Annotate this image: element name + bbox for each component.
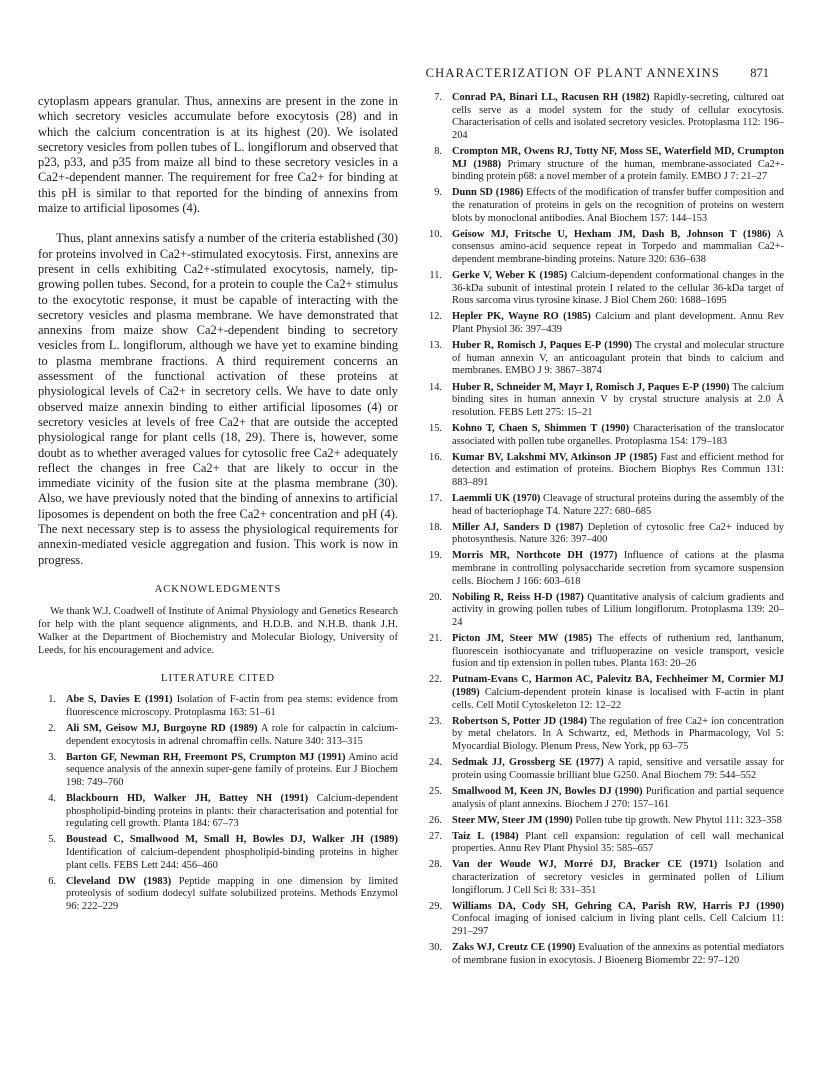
reference-details: Cleavage of structural proteins during the assembly of the head of bacteriophage T4. Nature 227: 680–685 bbox=[452, 492, 784, 517]
reference-details: Evaluation of the annexins as potential mediators of membrane fusion in exocytosis. J Bioenerg Biomembr 22: 97–120 bbox=[452, 942, 784, 966]
reference-entry bbox=[424, 229, 784, 267]
reference-year: (1990) bbox=[701, 381, 730, 393]
reference-details: A rapid, sensitive and versatile assay for protein using Coomassie brilliant blue G250. Anal Biochem 79: 544–552 bbox=[452, 757, 784, 781]
reference-authors: Cleveland DW bbox=[66, 875, 136, 887]
reference-number: 30. bbox=[429, 942, 442, 954]
reference-authors: Smallwood M, Keen JN, Bowles DJ bbox=[452, 785, 612, 797]
reference-authors: Kumar BV, Lakshmi MV, Atkinson JP bbox=[452, 451, 626, 463]
page-header bbox=[0, 66, 816, 86]
reference-entry bbox=[424, 831, 784, 856]
reference-number: 7. bbox=[434, 92, 442, 103]
reference-year: (1984) bbox=[559, 715, 587, 727]
reference-authors: Sedmak JJ, Grossberg SE bbox=[452, 757, 572, 769]
reference-list-left bbox=[38, 694, 398, 913]
reference-year: (1991) bbox=[317, 751, 346, 763]
reference-entry bbox=[424, 423, 784, 448]
right-column bbox=[424, 92, 784, 967]
reference-entry bbox=[38, 723, 398, 748]
reference-details: Peptide mapping in one dimension by limited proteolysis of sodium dodecyl sulfate solubilized proteins. Methods Enzymol 96: 222–229 bbox=[66, 875, 398, 913]
reference-entry bbox=[424, 674, 784, 712]
reference-entry bbox=[424, 187, 784, 225]
reference-authors: Dunn SD bbox=[452, 187, 493, 199]
reference-year: (1991) bbox=[280, 793, 309, 805]
reference-entry bbox=[424, 382, 784, 420]
reference-entry bbox=[424, 522, 784, 547]
reference-authors: Van der Woude WJ, Morré DJ, Bracker CE bbox=[452, 859, 682, 871]
reference-authors: Boustead C, Smallwood M, Small H, Bowles DJ, Walker JH bbox=[66, 834, 364, 846]
reference-details: Calcium-dependent phospholipid-binding proteins in plants: their characterisation and potential for regulating cell growth. Planta 184: 67–73 bbox=[66, 793, 398, 830]
reference-entry bbox=[424, 592, 784, 630]
reference-entry bbox=[424, 757, 784, 782]
reference-number: 19. bbox=[429, 550, 442, 562]
reference-details: Calcium-dependent conformational changes in the 36-kDa subunit of intestinal protein I related to the cellular 36-kDa target of Rous sarcoma virus tyrosine kinase. J Biol Chem 260: 1688–1695 bbox=[452, 270, 784, 307]
reference-year: (1991) bbox=[144, 694, 173, 706]
reference-authors: Miller AJ, Sanders D bbox=[452, 521, 552, 533]
reference-number: 11. bbox=[429, 270, 442, 282]
reference-authors: Blackbourn HD, Walker JH, Battey NH bbox=[66, 793, 272, 805]
reference-year: (1990) bbox=[604, 340, 632, 352]
reference-year: (1989) bbox=[229, 722, 258, 734]
reference-authors: Picton JM, Steer MW bbox=[452, 633, 559, 645]
reference-year: (1970) bbox=[512, 492, 541, 504]
reference-number: 1. bbox=[48, 694, 56, 706]
reference-year: (1984) bbox=[490, 830, 519, 842]
reference-authors: Abe S, Davies E bbox=[66, 694, 141, 706]
reference-details: Plant cell expansion: regulation of cell wall mechanical properties. Annu Rev Plant Physiol 35: 585–657 bbox=[452, 830, 784, 855]
reference-number: 10. bbox=[429, 228, 442, 240]
reference-details: The calcium binding sites in human annexin V by crystal structure analysis at 2.0 Å resolution. FEBS Lett 275: 15–21 bbox=[452, 381, 784, 418]
reference-number: 2. bbox=[48, 722, 56, 734]
reference-number: 20. bbox=[429, 591, 442, 603]
reference-year: (1982) bbox=[621, 92, 650, 103]
reference-year: (1977) bbox=[575, 757, 604, 769]
reference-authors: Conrad PA, Binari LL, Racusen RH bbox=[452, 92, 619, 103]
reference-authors: Robertson S, Potter JD bbox=[452, 715, 557, 727]
reference-entry bbox=[424, 815, 784, 828]
reference-year: (1971) bbox=[689, 859, 718, 871]
reference-details: Rapidly-secreting, cultured oat cells serve as a model system for the study of cellular exocytosis. Characterisation of cells and isolated secretory vesicles. Protoplasma 112: 196–204 bbox=[452, 92, 784, 141]
reference-entry bbox=[424, 942, 784, 967]
body-paragraph: Thus, plant annexins satisfy a number of the criteria established (30) for proteins involved in Ca2+-stimulated exocytosis. First, annexins are present in cells exhibiting Ca2+-stimulated exocytosis, namely, tip-growing pollen tubes. Second, for a protein to couple the Ca2+ stimulus to the exocytotic response, it must be capable of interacting with the secretory vesicles and plasma membrane. We have demonstrated that annexins from maize show Ca2+-dependent binding to secretory vesicles from L. longiflorum, although we have yet to examine binding to plasma membrane fractions. A third requirement concerns an assessment of the functional activation of these proteins at physiological levels of Ca2+ in secretory cells. We have to date only observed maize annexin binding to either artificial liposomes (4) or secretory vesicles at levels of free Ca2+ that are outside the accepted physiological range for plant cells (18, 29). There is, however, some doubt as to whether averaged values for cytosolic free Ca2+ adequately reflect the changes in free Ca2+ that are likely to occur in the immediate vicinity of the fusion site at the plasma membrane (30). Also, we have previously noted that the binding of annexins to artificial liposomes is dependent on both the free Ca2+ concentration and pH (4). The next necessary step is to assess the physiological requirements for annexin-mediated vesicle aggregation and fusion. This work is now in progress. bbox=[38, 231, 398, 567]
reference-details: Amino acid sequence analysis of the annexin super-gene family of proteins. Eur J Biochem 198: 749–760 bbox=[66, 751, 398, 788]
reference-details: Pollen tube tip growth. New Phytol 111: 323–358 bbox=[575, 814, 782, 826]
reference-details: Calcium and plant development. Annu Rev Plant Physiol 36: 397–439 bbox=[452, 311, 784, 336]
reference-entry bbox=[38, 834, 398, 872]
reference-authors: Huber R, Romisch J, Paques E-P bbox=[452, 340, 602, 352]
reference-entry bbox=[424, 270, 784, 308]
reference-number: 13. bbox=[429, 340, 442, 352]
reference-year: (1985) bbox=[563, 311, 591, 323]
reference-authors: Putnam-Evans C, Harmon AC, Palevitz BA, Fechheimer M, Cormier MJ bbox=[452, 674, 784, 686]
reference-number: 28. bbox=[429, 859, 442, 871]
reference-number: 26. bbox=[429, 814, 442, 826]
literature-cited-heading: LITERATURE CITED bbox=[161, 673, 275, 685]
reference-entry bbox=[424, 901, 784, 939]
reference-year: (1990) bbox=[614, 785, 643, 797]
reference-entry bbox=[38, 876, 398, 914]
reference-entry bbox=[424, 550, 784, 588]
reference-year: (1990) bbox=[601, 422, 630, 434]
reference-number: 4. bbox=[48, 793, 56, 805]
reference-number: 21. bbox=[429, 633, 442, 645]
reference-authors: Gerke V, Weber K bbox=[452, 270, 536, 282]
reference-authors: Morris MR, Northcote DH bbox=[452, 550, 583, 562]
reference-details: Quantitative analysis of calcium gradients and activity in growing pollen tubes of Lilium longiflorum. Protoplasma 139: 20–24 bbox=[452, 591, 784, 629]
reference-authors: Steer MW, Steer JM bbox=[452, 814, 543, 826]
body-paragraph: cytoplasm appears granular. Thus, annexins are present in the zone in which secretory vesicles accumulate before exocytosis (28) and in which the calcium concentration is at its highest (20). We isolated secretory vesicles from pollen tubes of L. longiflorum and observed that p23, p33, and p35 from maize all bind to these secretory vesicles in a Ca2+-dependent manner. The requirement for free Ca2+ for binding at this pH is similar to that reported for the binding of annexins from maize to artificial liposomes (4). bbox=[38, 94, 398, 216]
reference-details: A role for calpactin in calcium-dependent exocytosis in adrenal chromaffin cells. Nature 340: 313–315 bbox=[66, 722, 398, 747]
reference-authors: Huber R, Schneider M, Mayr I, Romisch J, Paques E-P bbox=[452, 381, 699, 393]
reference-authors: Kohno T, Chaen S, Shimmen T bbox=[452, 422, 598, 434]
reference-authors: Nobiling R, Reiss H-D bbox=[452, 591, 553, 603]
reference-number: 18. bbox=[429, 521, 442, 533]
reference-year: (1990) bbox=[545, 814, 573, 826]
reference-year: (1986) bbox=[495, 187, 524, 199]
reference-number: 22. bbox=[429, 674, 442, 686]
reference-authors: Crompton MR, Owens RJ, Totty NF, Moss SE, Waterfield MD, Crumpton MJ bbox=[452, 146, 784, 170]
reference-entry bbox=[424, 493, 784, 518]
reference-number: 17. bbox=[429, 492, 442, 504]
reference-authors: Williams DA, Cody SH, Gehring CA, Parish RW, Harris PJ bbox=[452, 900, 750, 912]
reference-authors: Geisow MJ, Fritsche U, Hexham JM, Dash B, Johnson T bbox=[452, 228, 737, 240]
reference-year: (1983) bbox=[143, 875, 172, 887]
acknowledgments-heading: ACKNOWLEDGMENTS bbox=[154, 583, 282, 595]
left-column bbox=[38, 94, 398, 914]
reference-details: Isolation and characterization of secretory vesicles in germinated pollen of Lilium longiflorum. J Cell Sci 8: 331–351 bbox=[452, 859, 784, 896]
running-title: CHARACTERIZATION OF PLANT ANNEXINS bbox=[425, 66, 720, 80]
reference-authors: Taiz L bbox=[452, 830, 485, 842]
reference-details: The regulation of free Ca2+ ion concentration by metal chelators. In A Schwartz, ed, Methods in Pharmacology, Vol 5: Myocardial Biology. Plenum Press, New York, pp 63–75 bbox=[452, 715, 784, 753]
reference-authors: Ali SM, Geisow MJ, Burgoyne RD bbox=[66, 722, 226, 734]
reference-details: Identification of calcium-dependent phospholipid-binding proteins in higher plant cells. FEBS Lett 244: 456–460 bbox=[66, 847, 398, 871]
reference-year: (1989) bbox=[370, 834, 398, 846]
reference-details: Primary structure of the human, membrane-associated Ca2+-binding protein p68: a novel member of a protein family. EMBO J 7: 21–27 bbox=[452, 158, 784, 183]
reference-entry bbox=[38, 694, 398, 719]
reference-number: 9. bbox=[434, 187, 442, 199]
reference-authors: Barton GF, Newman RH, Freemont PS, Crumpton MJ bbox=[66, 751, 315, 763]
reference-number: 16. bbox=[429, 451, 442, 463]
reference-entry bbox=[424, 716, 784, 754]
reference-details: Calcium-dependent protein kinase is localised with F-actin in plant cells. Cell Motil Cytoskeleton 12: 12–22 bbox=[452, 687, 784, 711]
reference-entry bbox=[424, 452, 784, 490]
reference-number: 3. bbox=[48, 751, 56, 763]
reference-details: The effects of ruthenium red, lanthanum, fluorescein isothiocyanate and trifluoperazine on vesicle transport, vesicle fusion and tip extension in pollen tubes. Planta 163: 20–26 bbox=[452, 633, 784, 670]
reference-details: Effects of the modification of transfer buffer composition and the renaturation of proteins in gels on the recognition of proteins on western blots by monoclonal antibodies. Anal Biochem 157: 144–153 bbox=[452, 187, 784, 224]
reference-number: 12. bbox=[429, 311, 442, 323]
reference-number: 8. bbox=[434, 146, 442, 158]
reference-entry bbox=[424, 311, 784, 336]
reference-entry bbox=[424, 146, 784, 184]
reference-year: (1988) bbox=[473, 158, 502, 170]
reference-entry bbox=[424, 633, 784, 671]
reference-details: Confocal imaging of ionised calcium in living plant cells. Cell Calcium 11: 291–297 bbox=[452, 913, 784, 937]
reference-number: 15. bbox=[429, 422, 442, 434]
reference-entry bbox=[424, 340, 784, 378]
reference-number: 5. bbox=[48, 834, 56, 846]
reference-year: (1989) bbox=[452, 687, 480, 699]
reference-details: Isolation of F-actin from pea stems: evidence from fluorescence microscopy. Protoplasma 163: 51–61 bbox=[66, 694, 398, 718]
reference-year: (1987) bbox=[555, 521, 584, 533]
reference-entry bbox=[424, 786, 784, 811]
reference-year: (1990) bbox=[756, 900, 784, 912]
reference-entry bbox=[38, 752, 398, 790]
reference-entry bbox=[424, 92, 784, 143]
page-number: 871 bbox=[750, 66, 769, 80]
acknowledgments-text: We thank W.J. Coadwell of Institute of Animal Physiology and Genetics Research for help with the plant sequence alignments, and H.D.B. and N.H.B. thank J.H. Walker at the Department of Biochemistry and Molecular Biology, University of Leeds, for his encouragement and advice. bbox=[38, 605, 398, 657]
reference-details: Depletion of cytosolic free Ca2+ induced by photosynthesis. Nature 326: 397–400 bbox=[452, 521, 784, 546]
reference-list-right bbox=[424, 92, 784, 967]
reference-entry bbox=[38, 793, 398, 831]
reference-year: (1986) bbox=[742, 228, 771, 240]
reference-year: (1977) bbox=[589, 550, 618, 562]
reference-details: Purification and partial sequence analysis of plant annexins. Biochem J 270: 157–161 bbox=[452, 785, 784, 810]
reference-authors: Zaks WJ, Creutz CE bbox=[452, 942, 546, 954]
reference-year: (1987) bbox=[556, 591, 584, 603]
reference-year: (1985) bbox=[539, 270, 568, 282]
reference-year: (1990) bbox=[547, 942, 576, 954]
reference-authors: Hepler PK, Wayne RO bbox=[452, 311, 559, 323]
reference-number: 6. bbox=[48, 875, 56, 887]
reference-details: Fast and efficient method for detection and estimation of proteins. Biochem Biophys Res Commun 131: 883–891 bbox=[452, 451, 784, 488]
reference-number: 14. bbox=[429, 381, 442, 393]
reference-details: Characterisation of the translocator associated with pollen tube organelles. Protoplasma 154: 179–183 bbox=[452, 422, 784, 447]
reference-number: 25. bbox=[429, 785, 442, 797]
reference-entry bbox=[424, 859, 784, 897]
reference-number: 24. bbox=[429, 757, 442, 769]
reference-year: (1985) bbox=[629, 451, 658, 463]
reference-authors: Laemmli UK bbox=[452, 492, 511, 504]
reference-number: 27. bbox=[429, 830, 442, 842]
reference-number: 29. bbox=[429, 900, 442, 912]
reference-details: Influence of cations at the plasma membrane in controlling polysaccharide secretion from sycamore suspension cells. Biochem J 166: 603–618 bbox=[452, 550, 784, 587]
reference-details: The crystal and molecular structure of human annexin V, an anticoagulant protein that binds to calcium and membranes. EMBO J 9: 3867–3874 bbox=[452, 340, 784, 377]
reference-number: 23. bbox=[429, 715, 442, 727]
reference-year: (1985) bbox=[564, 633, 592, 645]
reference-details: A consensus amino-acid sequence repeat in Torpedo and mammalian Ca2+-dependent membrane-binding proteins. Nature 320: 636–638 bbox=[452, 228, 784, 266]
